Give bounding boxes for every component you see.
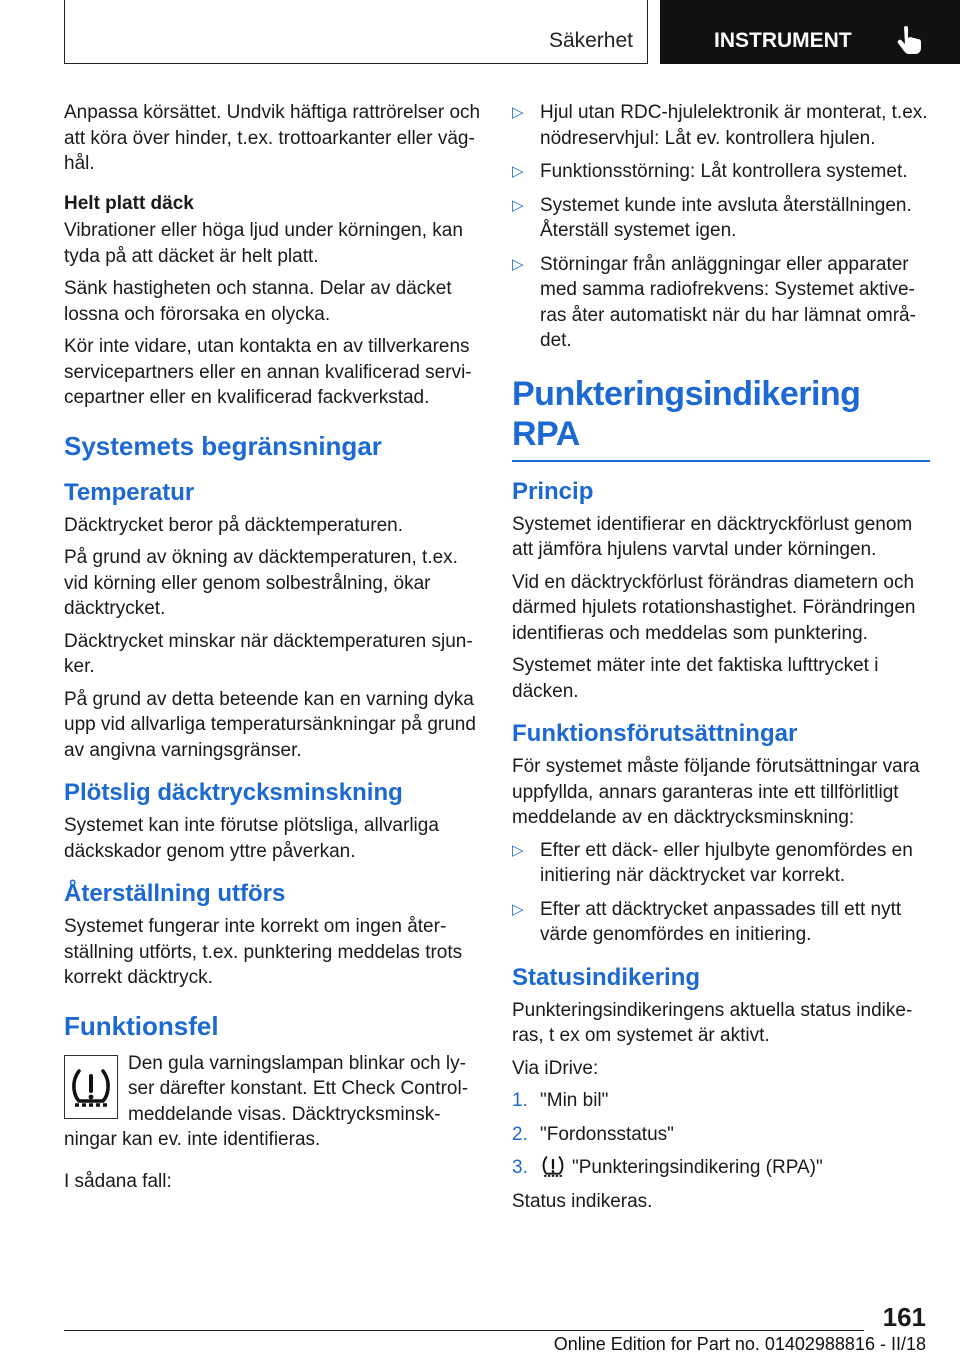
flat-tire-paragraph-2: Sänk hastigheten och stanna. Delar av däcket lossna och förorsaka en olycka.	[64, 278, 452, 325]
flat-tire-paragraph-3: Kör inte vidare, utan kontakta en av tillverkarens servicepartners eller en annan kvalificerad servi-cepartner eller en kvalificerad fackverkstad.	[64, 336, 472, 408]
temperature-paragraph-1: Däcktrycket beror på däcktemperaturen.	[64, 514, 403, 536]
list-item: 3. "Punkteringsindikering (RPA)"	[512, 1157, 823, 1178]
principle-paragraph-1: Systemet identifierar en däcktryckförlust genom att jämföra hjulens varvtal under körningen.	[512, 513, 913, 560]
list-item: 2. "Fordonsstatus"	[512, 1123, 674, 1145]
idrive-steps	[512, 1088, 930, 1181]
prerequisites-paragraph: För systemet måste följande förutsättningar vara uppfyllda, annars garanteras inte ett tillförlitligt meddelande av en däcktrycksminskning:	[512, 756, 920, 828]
triangle-bullet-icon: ▷	[512, 255, 524, 273]
triangle-bullet-icon: ▷	[512, 841, 524, 859]
triangle-bullet-icon: ▷	[512, 196, 524, 214]
sudden-loss-heading: Plötslig däcktrycksminskning	[64, 779, 403, 806]
status-paragraph-2: Via iDrive:	[512, 1057, 599, 1079]
chapter-label: INSTRUMENT	[714, 29, 852, 52]
status-heading: Statusindikering	[512, 963, 701, 991]
temperature-heading: Temperatur	[64, 478, 195, 506]
tire-pressure-icon	[540, 1155, 566, 1177]
list-item: ▷ Efter ett däck- eller hjulbyte genomfördes en initiering när däcktrycket var korrekt.	[512, 839, 913, 886]
prerequisites-heading: Funktionsförutsättningar	[512, 720, 798, 747]
principle-paragraph-2: Vid en däcktryckförlust förändras diametern och därmed hjulets rotationshastighet. Förändringen identifieras och meddelas som punktering.	[512, 571, 916, 644]
list-item: ▷ Efter att däcktrycket anpassades till ett nytt värde genomfördes en initiering.	[512, 898, 902, 945]
list-item: ▷ Funktionsstörning: Låt kontrollera systemet.	[512, 159, 930, 185]
section-tab[interactable]	[64, 0, 648, 64]
intro-paragraph: Anpassa körsättet. Undvik häftiga rattrörelser och att köra över hinder, t.ex. trottoarkanter eller väg-hål.	[64, 102, 481, 174]
status-paragraph-1: Punkteringsindikeringens aktuella status indike-ras, t ex om systemet är aktivt.	[512, 999, 913, 1046]
left-column	[64, 100, 482, 1201]
fault-causes-list	[512, 100, 930, 354]
chapter-tab[interactable]	[660, 0, 960, 64]
list-item: ▷ Hjul utan RDC-hjulelektronik är monterat, t.ex. nödreservhjul: Låt ev. kontrollera hjulen.	[512, 102, 928, 149]
footer-edition: Online Edition for Part no. 01402988816 - II/18	[553, 1334, 926, 1354]
temperature-paragraph-2: På grund av ökning av däcktemperaturen, t.ex. vid körning eller genom solbestrålning, ökar däcktrycket.	[64, 547, 458, 619]
triangle-bullet-icon: ▷	[512, 104, 524, 121]
pointing-hand-icon	[896, 25, 924, 55]
principle-heading: Princip	[512, 477, 594, 505]
page-header	[0, 0, 960, 66]
triangle-bullet-icon: ▷	[512, 900, 524, 918]
prerequisites-list	[512, 838, 930, 948]
tire-pressure-warning-icon	[64, 1055, 118, 1119]
fault-heading: Funktionsfel	[64, 1010, 219, 1041]
principle-paragraph-3: Systemet mäter inte det faktiska lufttrycket i däcken.	[512, 655, 879, 702]
list-item: ▷ Systemet kunde inte avsluta återställningen. Återställ systemet igen.	[512, 194, 912, 241]
reset-paragraph: Systemet fungerar inte korrekt om ingen åter-ställning utförts, t.ex. punktering meddelas trots korrekt däcktryck.	[64, 916, 463, 988]
fault-warning-block	[64, 1051, 482, 1153]
flat-tire-subheading: Helt platt däck	[64, 192, 194, 214]
sudden-loss-paragraph: Systemet kan inte förutse plötsliga, allvarliga däckskador genom yttre påverkan.	[64, 815, 439, 862]
right-column	[512, 100, 930, 1221]
status-paragraph-3: Status indikeras.	[512, 1190, 653, 1212]
temperature-paragraph-4: På grund av detta beteende kan en varning dyka upp vid allvarliga temperatursänkningar på grund av angivna varningsgränser.	[64, 688, 476, 761]
temperature-paragraph-3: Däcktrycket minskar när däcktemperaturen sjun-ker.	[64, 630, 473, 677]
rpa-heading: Punkteringsindikering RPA	[512, 374, 930, 462]
footer-divider	[64, 1330, 864, 1331]
limits-heading: Systemets begränsningar	[64, 430, 382, 461]
section-label: Säkerhet	[548, 29, 633, 52]
triangle-bullet-icon: ▷	[512, 163, 524, 180]
fault-followup: I sådana fall:	[64, 1170, 172, 1192]
reset-heading: Återställning utförs	[64, 880, 286, 907]
list-item: ▷ Störningar från anläggningar eller apparater med samma radiofrekvens: Systemet aktive-ras åter automatiskt när du har lämnat områ-det.	[512, 253, 916, 351]
fault-paragraph: Den gula varningslampan blinkar och ly-ser därefter konstant. Ett Check Control-meddelande visas. Däcktrycksminsk-ningar kan ev. inte identifieras.	[64, 1052, 469, 1150]
list-item: 1. "Min bil"	[512, 1090, 609, 1111]
page-number: 161	[882, 1302, 926, 1332]
flat-tire-paragraph-1: Vibrationer eller höga ljud under körningen, kan tyda på att däcket är helt platt.	[64, 220, 463, 267]
